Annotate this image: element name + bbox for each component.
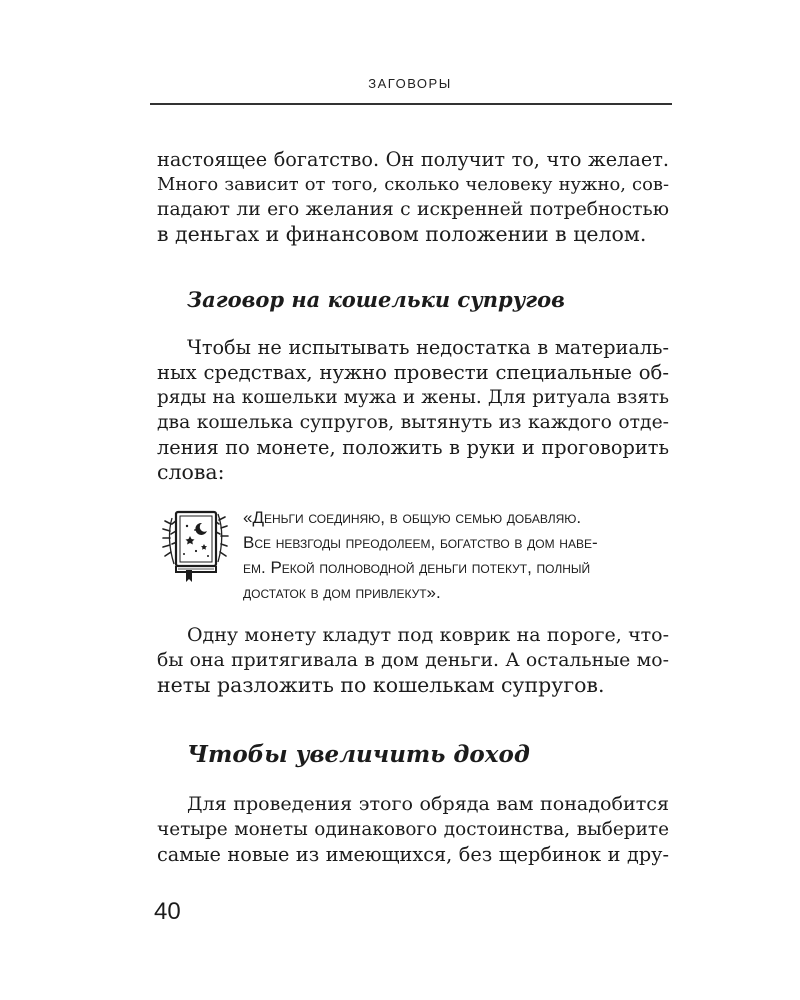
- quote-line: Все невзгоды преодолеем, богатство в дом наве-: [243, 533, 598, 552]
- text-line: Много зависит от того, сколько человеку нужно, сов-: [157, 174, 669, 195]
- text-line: ления по монете, положить в руки и проговорить: [157, 436, 669, 459]
- page-number: 40: [154, 898, 181, 925]
- quote-line: достаток в дом привлекут».: [243, 583, 441, 602]
- text-line: четыре монеты одинакового достоинства, выберите: [157, 819, 669, 840]
- text-line: падают ли его желания с искренней потребностью: [157, 199, 669, 220]
- text-line: ных средствах, нужно провести специальные об-: [157, 361, 669, 384]
- quote-line: «Деньги соединяю, в общую семью добавляю.: [243, 508, 582, 527]
- paragraph-1: [157, 147, 669, 247]
- text-line: два кошелька супругов, вытянуть из каждого отде-: [157, 412, 669, 433]
- section-heading: Чтобы увеличить доход: [187, 741, 530, 768]
- text-line: ряды на кошельки мужа и жены. Для ритуала взять: [157, 387, 669, 408]
- text-line: Чтобы не испытывать недостатка в материаль-: [187, 336, 669, 359]
- text-line: настоящее богатство. Он получит то, что желает.: [157, 148, 669, 171]
- text-line: Для проведения этого обряда вам понадобится: [187, 793, 669, 815]
- section-heading: Заговор на кошельки супругов: [187, 287, 565, 312]
- incantation-quote: [243, 505, 663, 605]
- text-line: слова:: [157, 460, 225, 484]
- text-line: неты разложить по кошелькам супругов.: [157, 673, 605, 697]
- text-line: бы она притягивала в дом деньги. А остальные мо-: [157, 650, 669, 671]
- text-line: самые новые из имеющихся, без щербинок и дру-: [157, 843, 669, 866]
- paragraph-3: [157, 623, 669, 698]
- spell-book-icon: [160, 504, 232, 586]
- running-head: ЗАГОВОРЫ: [368, 76, 452, 91]
- paragraph-2: [157, 335, 669, 485]
- text-line: Одну монету кладут под коврик на пороге, что-: [187, 624, 669, 646]
- text-line: в деньгах и финансовом положении в целом.: [157, 222, 647, 246]
- header-rule: [150, 103, 672, 105]
- paragraph-4: [157, 792, 669, 867]
- quote-line: ем. Рекой полноводной деньги потекут, полный: [243, 558, 591, 577]
